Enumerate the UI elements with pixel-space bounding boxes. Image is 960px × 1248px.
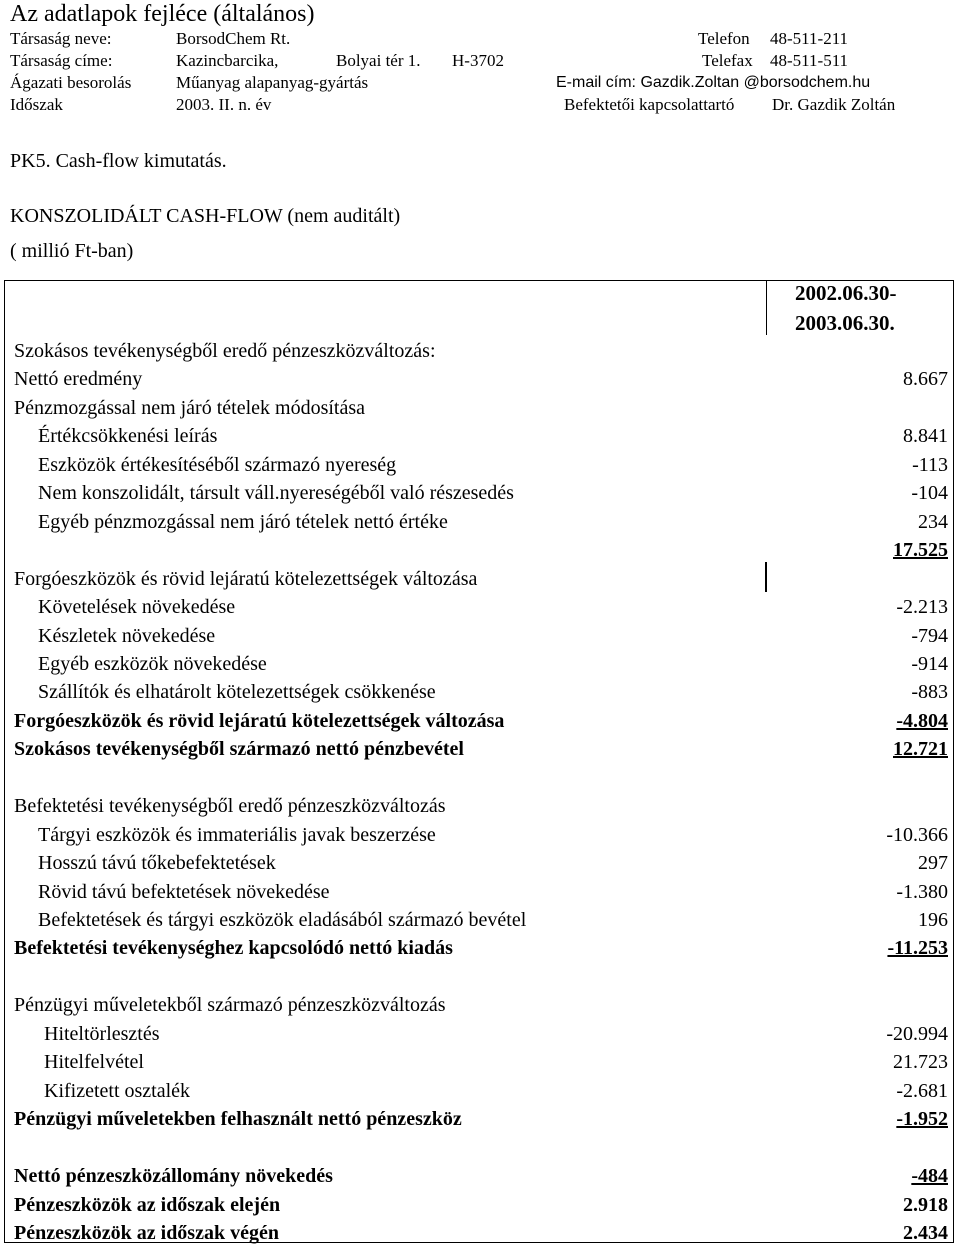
sector-value: Műanyag alapanyag-gyártás	[176, 73, 369, 92]
row-value: 12.721	[893, 738, 948, 761]
row-value: -4.804	[896, 709, 948, 732]
row-value: -1.952	[896, 1108, 948, 1131]
row-value: 17.525	[893, 539, 948, 562]
row-label: Rövid távú befektetések növekedése	[38, 880, 330, 903]
phone-value: 48-511-211	[770, 29, 849, 48]
fax-value: 48-511-511	[770, 51, 849, 70]
row-label: Pénzmozgással nem járó tételek módosítása	[14, 396, 366, 419]
email-address: E-mail cím: Gazdik.Zoltan @borsodchem.hu	[556, 74, 871, 91]
table-row	[0, 906, 960, 934]
row-value: -484	[911, 1165, 948, 1188]
table-row	[0, 878, 960, 906]
row-label: Szokásos tevékenységből származó nettó pénzbevétel	[14, 738, 464, 761]
address-city: Kazincbarcika,	[176, 51, 279, 70]
row-value: 196	[918, 909, 948, 931]
row-label: Eszközök értékesítéséből származó nyereség	[38, 453, 397, 476]
row-label: Hitelfelvétel	[44, 1051, 144, 1074]
table-row	[0, 479, 960, 507]
row-label: Befektetések és tárgyi eszközök eladásából származó bevétel	[38, 909, 527, 931]
report-title: KONSZOLIDÁLT CASH-FLOW (nem auditált)	[10, 205, 401, 227]
header-row-address	[0, 50, 960, 72]
header-row-sector	[0, 72, 960, 94]
table-row	[0, 565, 960, 593]
fax-label: Telefax	[702, 51, 753, 70]
row-label: Készletek növekedése	[38, 624, 216, 647]
table-row	[0, 1134, 960, 1162]
period-value: 2003. II. n. év	[176, 95, 272, 114]
table-row	[0, 1191, 960, 1219]
company-name: BorsodChem Rt.	[176, 29, 291, 48]
row-label: Követelések növekedése	[38, 596, 236, 619]
period-label: Időszak	[10, 95, 63, 114]
table-row	[0, 735, 960, 763]
row-value: 234	[918, 510, 948, 533]
table-row	[0, 934, 960, 962]
table-row	[0, 707, 960, 735]
row-value: -113	[912, 453, 948, 476]
investor-relations-name: Dr. Gazdik Zoltán	[772, 95, 896, 114]
row-label: Hosszú távú tőkebefektetések	[38, 852, 276, 875]
row-value: 8.667	[903, 368, 948, 391]
table-row	[0, 451, 960, 479]
row-label: Forgóeszközök és rövid lejáratú kötelezettségek változása	[14, 709, 505, 732]
table-row	[0, 1077, 960, 1105]
table-row	[0, 1219, 960, 1247]
row-label: Egyéb eszközök növekedése	[38, 652, 267, 675]
table-row	[0, 1048, 960, 1076]
row-label: Egyéb pénzmozgással nem járó tételek nettó értéke	[38, 510, 448, 533]
row-label: Befektetési tevékenységhez kapcsolódó nettó kiadás	[14, 937, 453, 960]
row-value: 21.723	[893, 1051, 948, 1074]
row-label: Pénzügyi műveletekben felhasznált nettó pénzeszköz	[14, 1108, 462, 1131]
table-row	[0, 821, 960, 849]
row-label: Pénzügyi műveletekből származó pénzeszközváltozás	[14, 994, 446, 1017]
company-name-label: Társaság neve:	[10, 29, 112, 48]
header-row-company	[0, 28, 960, 50]
row-value: -11.253	[887, 937, 948, 960]
address-postcode: H-3702	[452, 51, 504, 70]
address-label: Társaság címe:	[10, 51, 113, 70]
row-value: -1.380	[896, 880, 948, 903]
row-label: Nettó pénzeszközállomány növekedés	[14, 1165, 333, 1188]
row-label: Szállítók és elhatárolt kötelezettségek csökkenése	[38, 681, 436, 704]
row-value: -883	[911, 681, 948, 704]
table-row	[0, 963, 960, 991]
row-label: Nettó eredmény	[14, 368, 143, 391]
table-row	[0, 593, 960, 621]
table-row	[0, 1020, 960, 1048]
row-value: 2.918	[903, 1193, 948, 1216]
row-label: Értékcsökkenési leírás	[38, 425, 218, 448]
row-value: -2.681	[896, 1079, 948, 1102]
row-label: Pénzeszközök az időszak elején	[14, 1193, 281, 1216]
row-label: Kifizetett osztalék	[44, 1079, 191, 1102]
row-label: Befektetési tevékenységből eredő pénzeszközváltozás	[14, 795, 446, 818]
phone-label: Telefon	[698, 29, 750, 48]
table-row	[0, 991, 960, 1019]
investor-relations-label: Befektetői kapcsolattartó	[564, 95, 735, 114]
table-row	[0, 764, 960, 792]
table-row	[0, 1162, 960, 1190]
header-row-period	[0, 94, 960, 116]
row-label: Pénzeszközök az időszak végén	[14, 1221, 279, 1244]
row-value: -104	[911, 482, 948, 505]
document-title: Az adatlapok fejléce (általános)	[10, 1, 315, 27]
table-row	[0, 508, 960, 536]
table-row	[0, 650, 960, 678]
row-value: -2.213	[896, 596, 948, 619]
row-value: -794	[911, 624, 948, 647]
row-value: -10.366	[886, 823, 948, 846]
table-row	[0, 1105, 960, 1133]
table-row	[0, 536, 960, 564]
row-value: 8.841	[903, 425, 948, 448]
sector-label: Ágazati besorolás	[10, 73, 132, 92]
table-row	[0, 622, 960, 650]
report-unit: ( millió Ft-ban)	[10, 240, 134, 262]
table-row	[0, 337, 960, 365]
row-label: Forgóeszközök és rövid lejáratú kötelezettségek változása	[14, 567, 478, 590]
row-label: Hiteltörlesztés	[44, 1022, 160, 1045]
column-divider	[766, 280, 767, 335]
report-code: PK5. Cash-flow kimutatás.	[10, 150, 227, 172]
table-row	[0, 849, 960, 877]
period-header-end: 2003.06.30.	[795, 311, 895, 335]
table-row	[0, 422, 960, 450]
address-street: Bolyai tér 1.	[336, 51, 421, 70]
period-header-start: 2002.06.30-	[795, 281, 897, 305]
row-value: 297	[918, 852, 948, 875]
row-value: -20.994	[886, 1022, 948, 1045]
row-value: 2.434	[903, 1221, 948, 1244]
table-row	[0, 365, 960, 393]
row-label: Nem konszolidált, társult váll.nyereségéből való részesedés	[38, 482, 514, 505]
row-label: Tárgyi eszközök és immateriális javak beszerzése	[38, 823, 436, 846]
table-row	[0, 678, 960, 706]
row-value: -914	[911, 652, 948, 675]
table-row	[0, 394, 960, 422]
row-label: Szokásos tevékenységből eredő pénzeszközváltozás:	[14, 340, 436, 362]
table-row	[0, 792, 960, 820]
